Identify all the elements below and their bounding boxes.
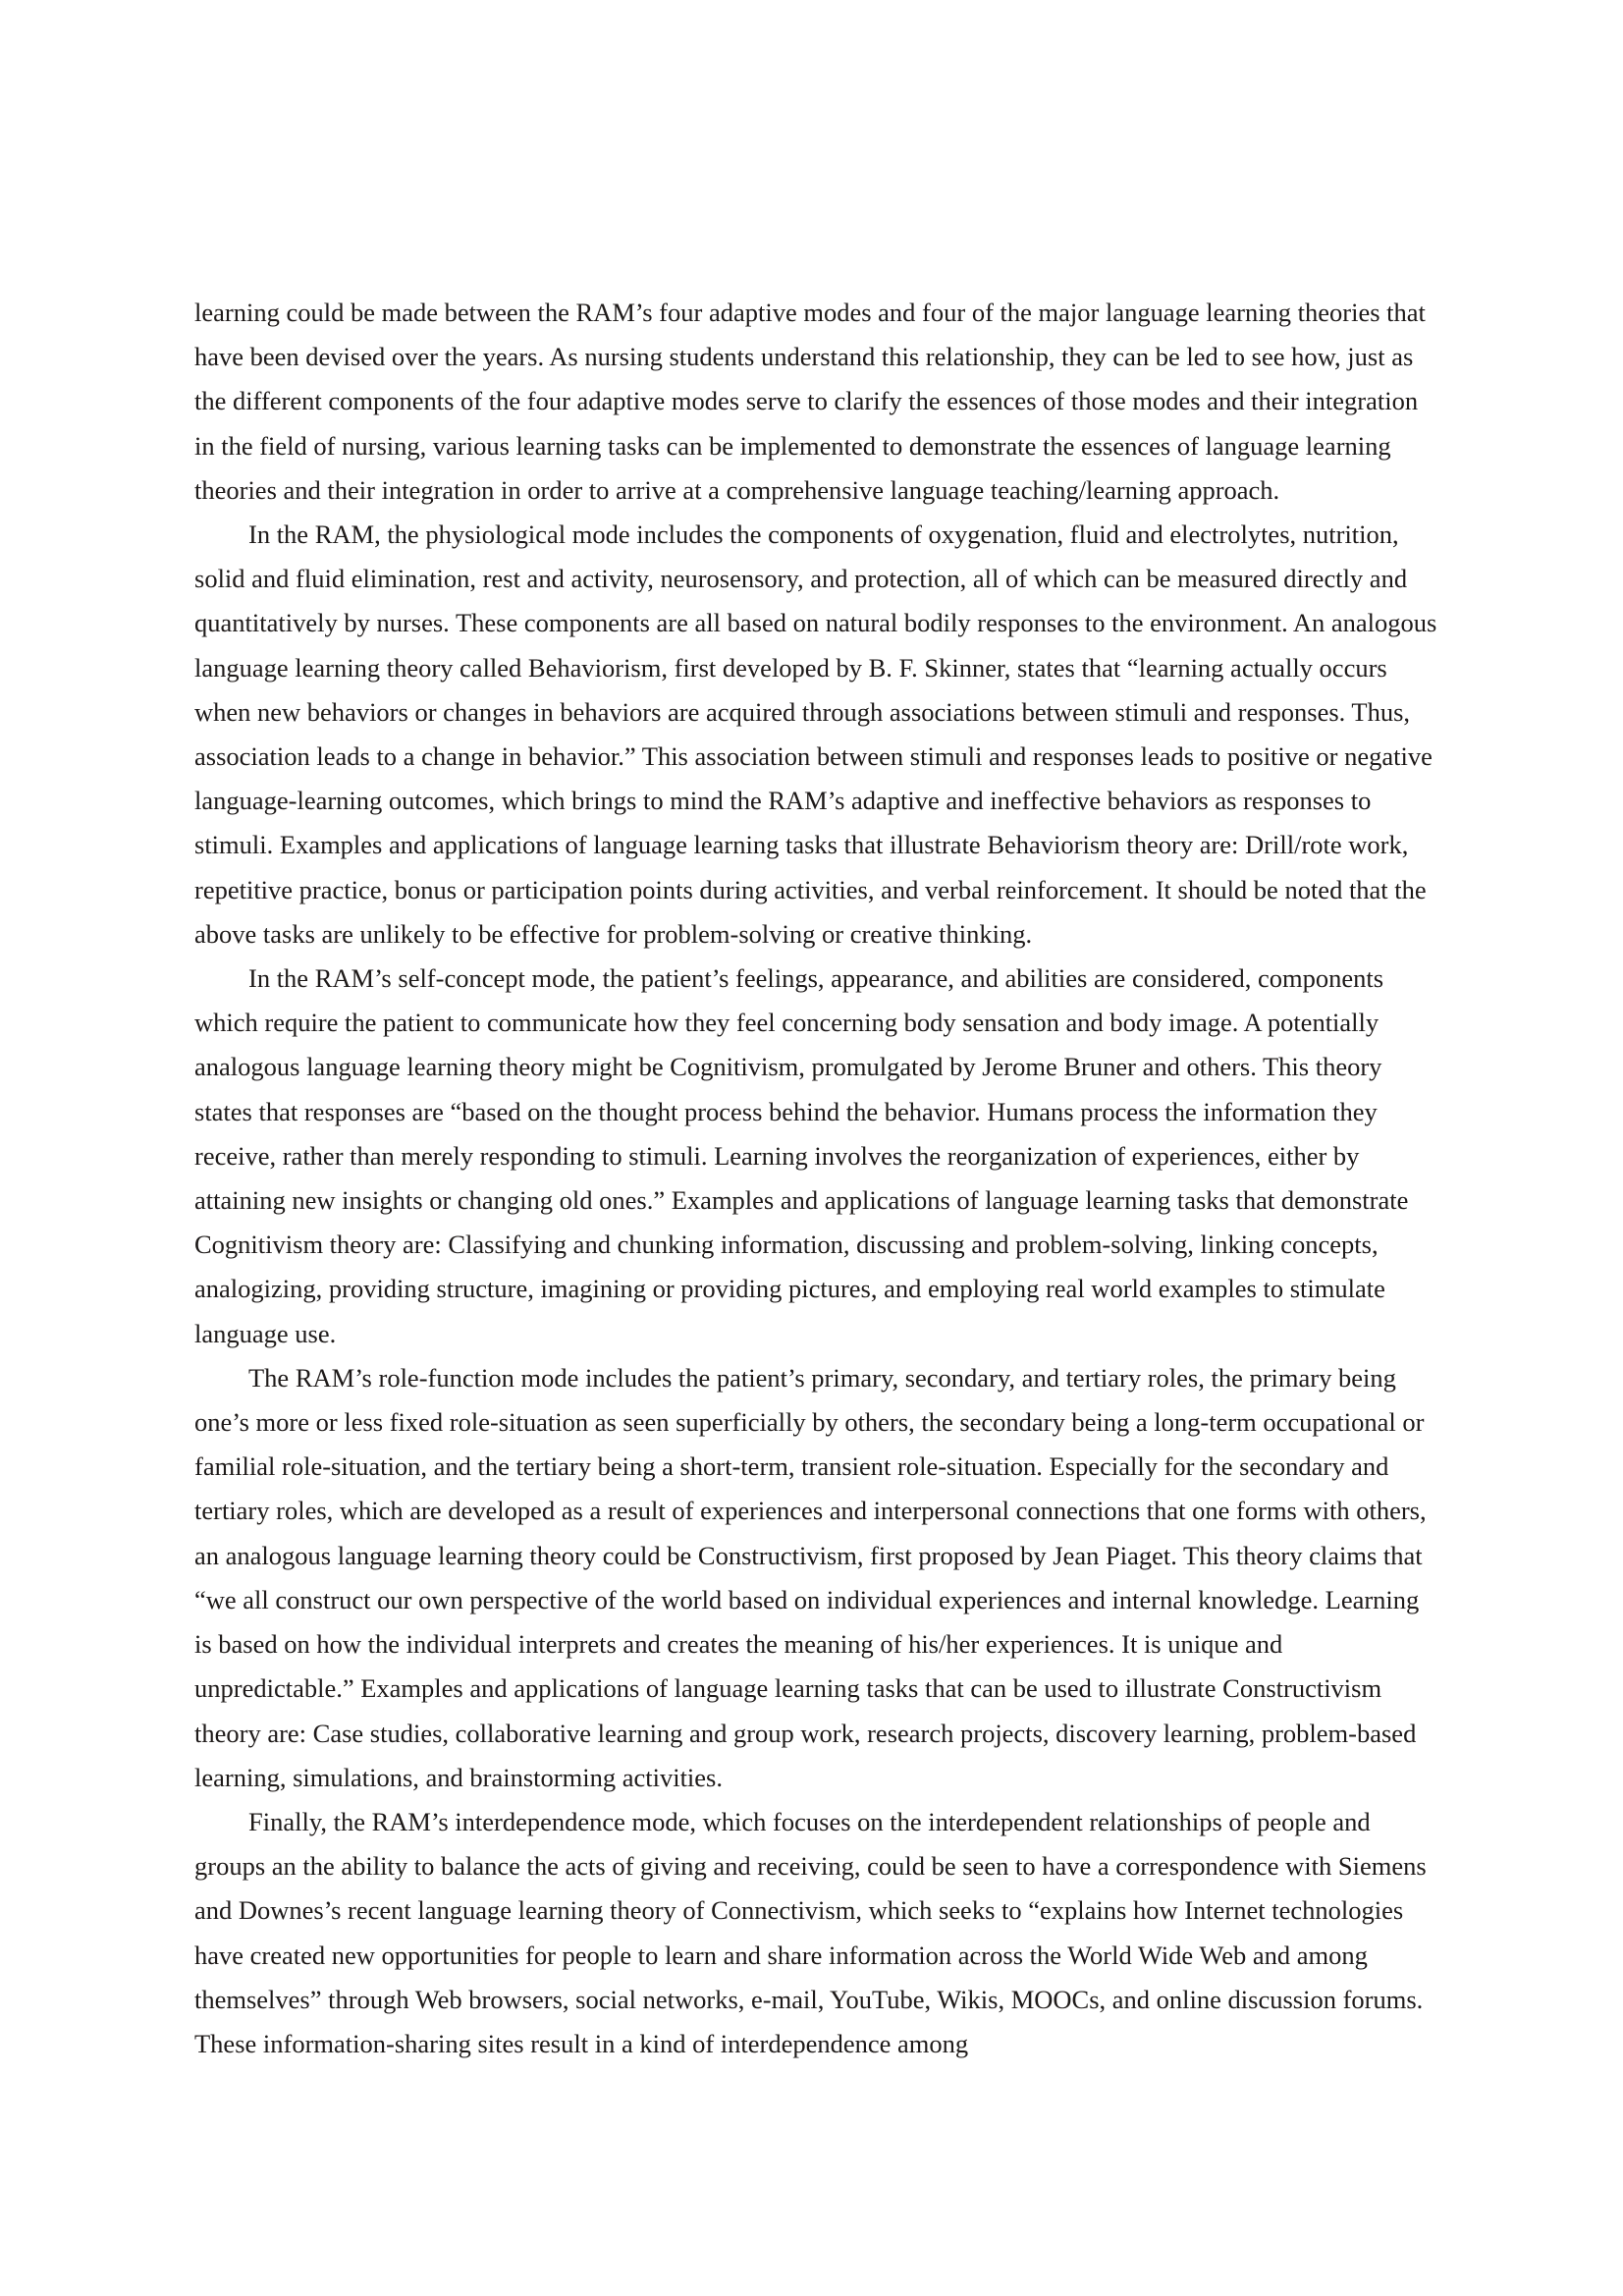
paragraph-physiological-mode: In the RAM, the physiological mode includes the components of oxygenation, fluid and electrolytes, nutrition, solid and fluid elimination, rest and activity, neurosensory, and protection, all of which can be measured directly and quantitatively by nurses. These components are all based on natural bodily responses to the environment. An analogous language learning theory called Behaviorism, first developed by B. F. Skinner, states that “learning actually occurs when new behaviors or changes in behaviors are acquired through associations between stimuli and responses. Thus, association leads to a change in behavior.” This association between stimuli and responses leads to positive or negative language-learning outcomes, which brings to mind the RAM’s adaptive and ineffective behaviors as responses to stimuli. Examples and applications of language learning tasks that illustrate Behaviorism theory are: Drill/rote work, repetitive practice, bonus or participation points during activities, and verbal reinforcement. It should be noted that the above tasks are unlikely to be effective for problem-solving or creative thinking.: [194, 519, 1437, 949]
paragraph-continuation: learning could be made between the RAM’s four adaptive modes and four of the major language learning theories that have been devised over the years. As nursing students understand this relationship, they can be led to see how, just as the different components of the four adaptive modes serve to clarify the essences of those modes and their integration in the field of nursing, various learning tasks can be implemented to demonstrate the essences of language learning theories and their integration in order to arrive at a comprehensive language teaching/learning approach.: [194, 298, 1426, 505]
paragraph-interdependence-mode: Finally, the RAM’s interdependence mode, which focuses on the interdependent relationships of people and groups an the ability to balance the acts of giving and receiving, could be seen to have a correspondence with Siemens and Downes’s recent language learning theory of Connectivism, which seeks to “explains how Internet technologies have created new opportunities for people to learn and share information across the World Wide Web and among themselves” through Web browsers, social networks, e-mail, YouTube, Wikis, MOOCs, and online discussion forums. These information-sharing sites result in a kind of interdependence among: [194, 1806, 1427, 2058]
paragraph-self-concept-mode: In the RAM’s self-concept mode, the patient’s feelings, appearance, and abilities are considered, components which require the patient to communicate how they feel concerning body sensation and body image. A potentially analogous language learning theory might be Cognitivism, promulgated by Jerome Bruner and others. This theory states that responses are “based on the thought process behind the behavior. Humans process the information they receive, rather than merely responding to stimuli. Learning involves the reorganization of experiences, either by attaining new insights or changing old ones.” Examples and applications of language learning tasks that demonstrate Cognitivism theory are: Classifying and chunking information, discussing and problem-solving, linking concepts, analogizing, providing structure, imagining or providing pictures, and employing real world examples to stimulate language use.: [194, 963, 1409, 1348]
paragraph-role-function-mode: The RAM’s role-function mode includes the patient’s primary, secondary, and tertiary roles, the primary being one’s more or less fixed role-situation as seen superficially by others, the secondary being a long-term occupational or familial role-situation, and the tertiary being a short-term, transient role-situation. Especially for the secondary and tertiary roles, which are developed as a result of experiences and interpersonal connections that one forms with others, an analogous language learning theory could be Constructivism, first proposed by Jean Piaget. This theory claims that “we all construct our own perspective of the world based on individual experiences and internal knowledge. Learning is based on how the individual interprets and creates the meaning of his/her experiences. It is unique and unpredictable.” Examples and applications of language learning tasks that can be used to illustrate Constructivism theory are: Case studies, collaborative learning and group work, research projects, discovery learning, problem-based learning, simulations, and brainstorming activities.: [194, 1362, 1427, 1792]
body-text: [194, 291, 1439, 2066]
